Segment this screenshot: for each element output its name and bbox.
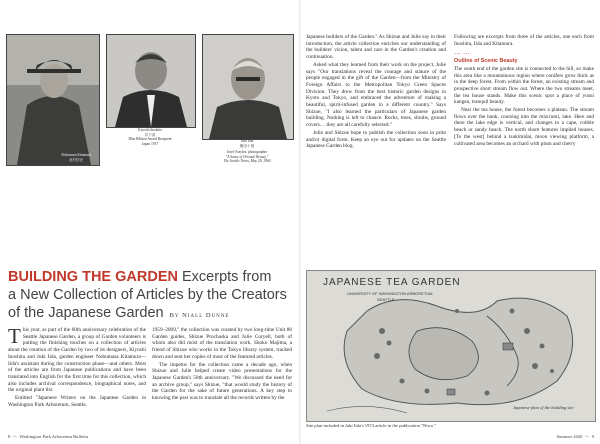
right-column-2: Following are excerpts from three of the articles, one each from Inoshita, Iida and Kitamura. …… Outline of Scenic Beauty The south end of the garden site is connected to the hill, so make this area like a mountainous region where conifers grow thick as in the deep forest. From within the forest, an existing stream and prospective short stream flow out. Where the two streams meet, the tea house stands. Make this scenic spot a place of yusui kangen, tranquil beauty. Near the tea house, the forest becomes a plateau. The stream flows over the bank, coursing into the mizu'umi, lake. Here and there the lake edge is vertical, and changes to a cape, cobble beach or sandy beach. The north shore features implied houses. [To the west] behind a tsukimidai, moon viewing platform, a cultivated area becomes an orchard with plum and cherry (454, 34, 594, 147)
plan-label: Japanese plan of the building site (513, 405, 574, 410)
footer-left (8, 434, 88, 440)
article-headline (8, 268, 298, 325)
footer-right (520, 434, 594, 440)
photo-kitamura (6, 34, 100, 166)
caption-inoshita: Kiyoshi Inoshita 井下清 Blue Ribbon Award Recipient Japan 1937 (128, 128, 172, 146)
plan-caption: Site plan included in Juki Iida's 1974 article in the publication "Niwa." (306, 423, 436, 428)
page-number-right: 9 (591, 434, 594, 439)
page-number-left: 8 (8, 434, 11, 439)
plan-subtitle-1: UNIVERSITY OF WASHINGTON ARBORETUM (347, 291, 433, 296)
left-column-2: 1959–2009," the collection was curated by two long-time Unit 86 Garden guides, Shizue Prochaska and Julie Coryell, both of whom also did most of the translation work. Shoko Majima, a friend of Shizue who works in the Tokyo library system, tracked down and sent her copies of most of the featured articles. The impetus for the collection came a decade ago, when Shizue and Julie helped create video presentations for the Japanese Garden's 50th anniversary. "We discussed the need for an archive group," says Shizue, "that would study the history of the Garden for the sake of future generations. A key step to knowing the past was to translate all the records written by the (152, 327, 292, 402)
caption-iida: Juki Iida 飯田十基 Josef Scaylea, photographer "A Sense of Oriental Beauty," The Seattle Times, May 29, 1960 (223, 139, 271, 164)
headline-line1: Excerpts from (182, 269, 272, 285)
wave-ornament-left: 〜 (11, 434, 19, 439)
plan-subtitle-2: SEATTLE (377, 297, 395, 302)
wave-ornament-right: 〜 (583, 434, 591, 439)
headline-title: BUILDING THE GARDEN (8, 269, 178, 285)
publication-name: Washington Park Arboretum Bulletin (19, 434, 88, 439)
section-divider: …… (454, 48, 472, 57)
issue-season: Summer 2020 (556, 434, 583, 439)
right-column-1: Japanese builders of the Garden." As Shizue and Julie say in their introduction, the article collection enriches our understanding of the builders' vision, talent and care in the Garden's creation and continuation. Asked what they learned from their work on the project, Julie says "Our translations reveal the courage and stature of the people engaged in the gift of the Garden—from the Ministry of Foreign Affairs to the Metropolitan Tokyo Green Spaces Division. They drew from the best historic garden designs in Kyoto and Tokyo, and embraced the adventure of making a beautiful, spirit-infused garden in a different country." Says Shizue, "I also learned the particulars of Japanese garden building. Nothing is left to chance. Rocks, trees, shrubs, ground covers… they are all carefully selected." Julie and Shizue hope to publish the collection soon in print and/or digital form. Keep an eye out for updates on the Seattle Japanese Garden blog. (306, 34, 446, 150)
page-gutter (299, 0, 301, 444)
headline-line3: of the Japanese Garden (8, 305, 164, 321)
byline: By Niall Dunne (169, 312, 230, 319)
plan-title: JAPANESE TEA GARDEN (323, 277, 461, 288)
photo-inoshita (106, 34, 196, 128)
section-subheading: Outline of Scenic Beauty (454, 58, 518, 65)
headline-line2: a New Collection of Articles by the Creators (8, 287, 287, 303)
photo-iida (202, 34, 294, 140)
left-column-1: This year, as part of the 60th anniversary celebration of the Seattle Japanese Garden, a group of Garden volunteers is putting the finishing touches on a collection of articles about the creation of the Garden by two of its designers, Kiyoshi Inoshita and Juki Iida, garden engineer Nobumasa Kitamura—Iida's assistant during the construction phase—and others. Most of the articles are from Japanese publications and have been translated into English for the first time for this collection, which also includes archival correspondence, biographical notes, and the original plant list. Entitled "Japanese Writers on the Japanese Garden in Washington Park Arboretum, Seattle, (8, 327, 146, 408)
caption-kitamura: Nobumasa Kitamura 北村信正 (61, 153, 91, 162)
drop-cap: T (8, 327, 21, 348)
site-plan-image (306, 270, 596, 422)
